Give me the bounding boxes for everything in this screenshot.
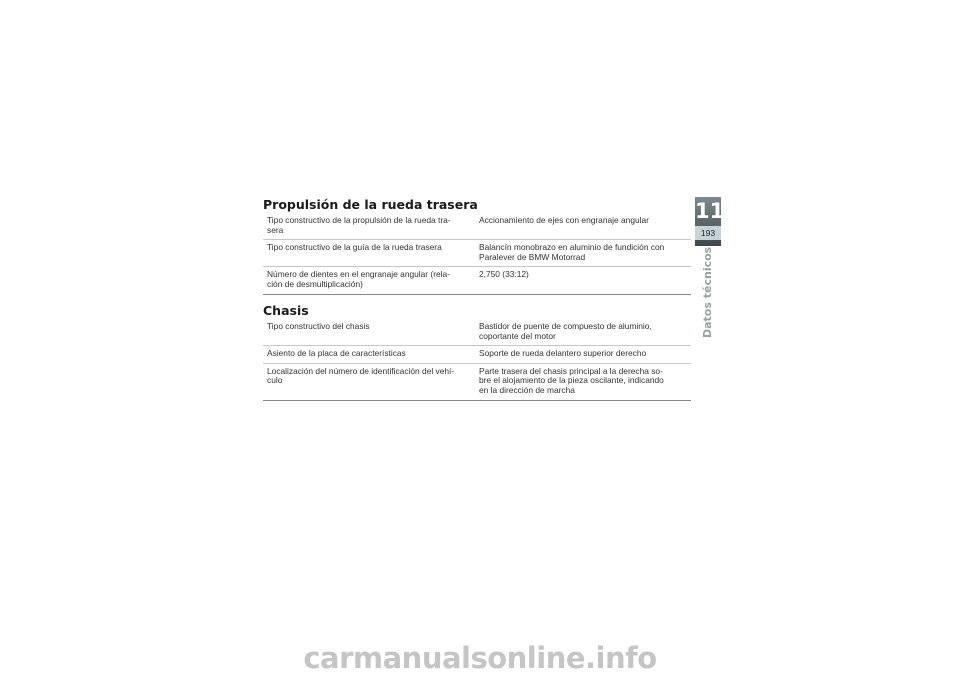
chapter-number: 11 — [695, 199, 725, 223]
spec-value: Bastidor de puente de compuesto de aluminio, coportante del motor — [479, 321, 652, 341]
chapter-side-title: Datos técnicos — [701, 246, 714, 338]
table-row — [263, 319, 691, 346]
spec-key: Tipo constructivo de la guía de la rueda trasera — [267, 242, 442, 253]
spec-table-propulsion — [263, 213, 691, 295]
table-row — [263, 346, 691, 364]
section-title-chasis: Chasis — [263, 303, 309, 318]
spec-key: Número de dientes en el engranaje angular (rela- ción de desmultiplicación) — [267, 269, 450, 289]
watermark: carmanualsonline.info — [303, 641, 657, 675]
spec-value: Accionamiento de ejes con engranaje angular — [479, 215, 649, 225]
table-row — [263, 213, 691, 240]
table-row — [263, 240, 691, 267]
spec-value: 2,750 (33:12) — [479, 269, 529, 280]
table-row — [263, 363, 691, 400]
spec-key: Localización del número de identificación del vehí- culo — [267, 365, 455, 386]
spec-value: Soporte de rueda delantero superior derecho — [479, 348, 647, 359]
spec-table-chasis — [263, 319, 691, 401]
spec-value: Parte trasera del chasis principal a la derecha so- bre el alojamiento de la pieza oscilante, indicando en la dirección de marcha — [479, 365, 664, 395]
spec-key: Tipo constructivo de la propulsión de la rueda tra- sera — [267, 215, 451, 235]
page-number: 193 — [695, 226, 721, 240]
spec-key: Tipo constructivo del chasis — [267, 321, 370, 331]
table-row — [263, 267, 691, 294]
spec-key: Asiento de la placa de características — [267, 348, 406, 359]
spec-value: Balancín monobrazo en aluminio de fundición con Paralever de BMW Motorrad — [479, 242, 665, 262]
section-title-propulsion: Propulsión de la rueda trasera — [263, 197, 478, 212]
